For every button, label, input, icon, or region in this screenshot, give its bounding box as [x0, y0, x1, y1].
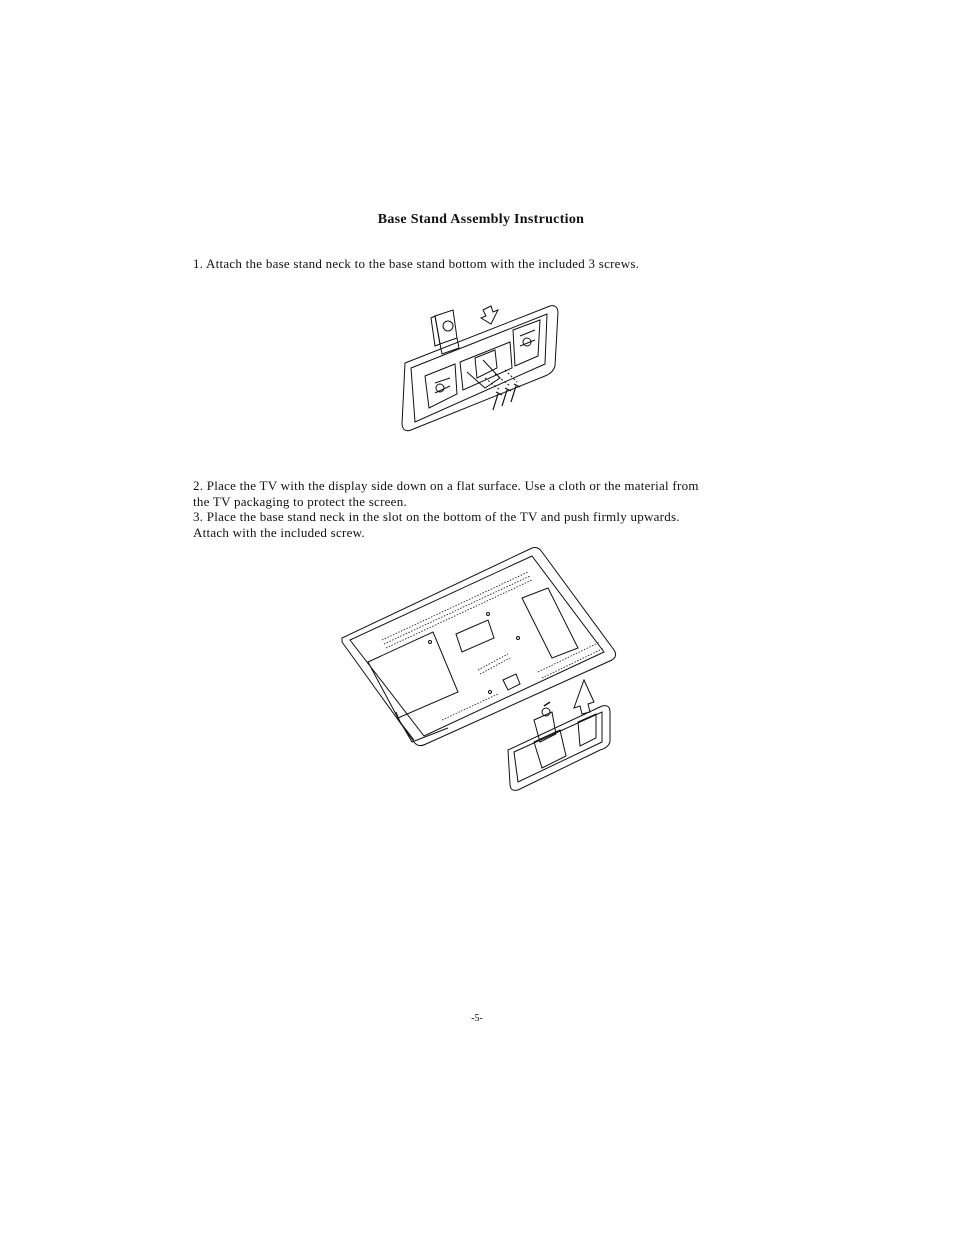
tv-back-with-stand-icon [338, 542, 620, 792]
step-1-text: 1. Attach the base stand neck to the base stand bottom with the included 3 screws. [193, 256, 640, 271]
step-3-line-1: 3. Place the base stand neck in the slot on the bottom of the TV and push firmly upwards. [193, 509, 680, 524]
page-title: Base Stand Assembly Instruction [377, 212, 585, 227]
step-2-line-2: the TV packaging to protect the screen. [193, 493, 407, 509]
step-2-line-1: 2. Place the TV with the display side down on a flat surface. Use a cloth or the material from [193, 478, 699, 493]
steps-2-3-text [193, 478, 773, 540]
tv-stand-insertion-figure [338, 542, 620, 792]
step-3-line-2: Attach with the included screw. [193, 524, 365, 540]
stand-neck-and-base-icon [395, 298, 565, 438]
stand-assembly-figure [395, 298, 565, 438]
page-number: -5- [471, 1013, 483, 1024]
